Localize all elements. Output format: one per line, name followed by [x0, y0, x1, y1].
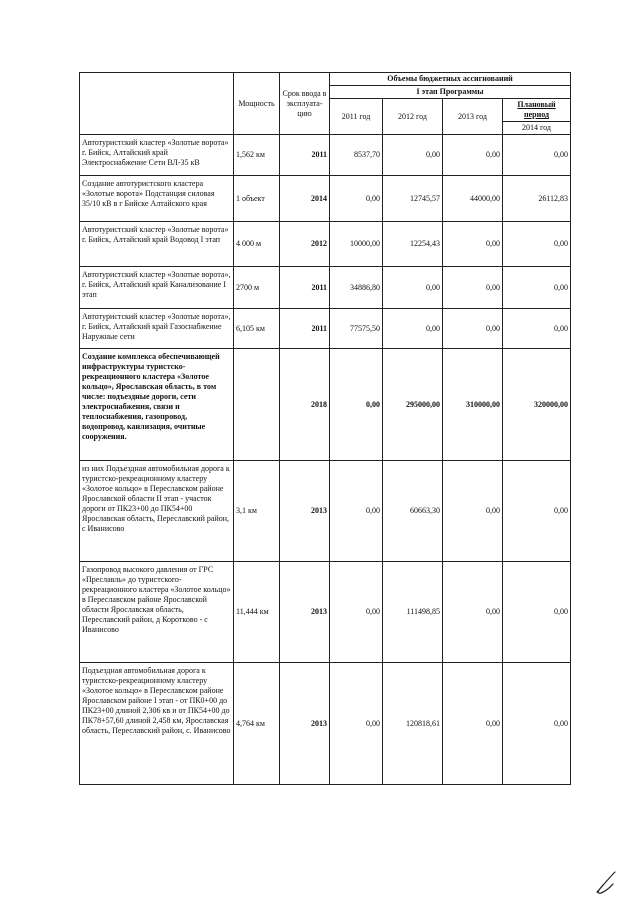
header-stage: I этап Программы [330, 86, 571, 99]
row-year: 2011 [280, 135, 330, 176]
budget-table [79, 72, 571, 785]
row-2012: 12745,57 [383, 176, 443, 222]
table-row [80, 562, 571, 663]
row-name: Автотуристский кластер «Золотые ворота», г. Бийск, Алтайский край Канализование I этап [80, 267, 234, 309]
row-year: 2012 [280, 222, 330, 267]
row-2014: 0,00 [503, 222, 571, 267]
table-row [80, 349, 571, 461]
row-2013: 0,00 [443, 222, 503, 267]
row-capacity: 1,562 км [234, 135, 280, 176]
row-2011: 77575,50 [330, 309, 383, 349]
row-2014: 320000,00 [503, 349, 571, 461]
row-name: Автотуристский кластер «Золотые ворота» г. Бийск, Алтайский край Электроснабжение Сети ВЛ-35 кВ [80, 135, 234, 176]
row-capacity: 2700 м [234, 267, 280, 309]
handwritten-signature [593, 868, 623, 896]
row-2013: 310000,00 [443, 349, 503, 461]
row-2012: 295000,00 [383, 349, 443, 461]
table-row [80, 461, 571, 562]
row-year: 2011 [280, 309, 330, 349]
row-2012: 120818,61 [383, 663, 443, 785]
row-2013: 0,00 [443, 461, 503, 562]
row-2011: 0,00 [330, 349, 383, 461]
row-2012: 12254,43 [383, 222, 443, 267]
row-2013: 44000,00 [443, 176, 503, 222]
row-2012: 0,00 [383, 135, 443, 176]
row-2012: 60663,30 [383, 461, 443, 562]
row-2013: 0,00 [443, 135, 503, 176]
row-2014: 26112,83 [503, 176, 571, 222]
table-row [80, 309, 571, 349]
row-name: Создание комплекса обеспечивающей инфраструктуры туристско-рекреационного кластера «Золотое кольцо», Ярославская область, в том числе: подъездные дороги, сети электроснабжения, связи и теплоснабжения, газопровод, водопровод, канлизация, очитные сооружения. [80, 349, 234, 461]
row-capacity: 4,764 км [234, 663, 280, 785]
row-name: Газопровод высокого давления от ГРС «Преславль» до туристского-рекреационного кластера «Золотое кольцо» в Переславском районе Ярославской области Ярославская область, Переславский район, д Коротково - с Иванисово [80, 562, 234, 663]
row-year: 2014 [280, 176, 330, 222]
row-2012: 0,00 [383, 267, 443, 309]
row-2011: 8537,70 [330, 135, 383, 176]
header-2012: 2012 год [383, 99, 443, 135]
row-2013: 0,00 [443, 267, 503, 309]
table-row [80, 267, 571, 309]
header-term: Срок ввода в эксплуата-цию [280, 73, 330, 135]
row-2014: 0,00 [503, 461, 571, 562]
row-name: Автотуристский кластер «Золотые ворота» г. Бийск, Алтайский край Водовод I этап [80, 222, 234, 267]
row-2014: 0,00 [503, 663, 571, 785]
row-name: Автотуристский кластер «Золотые ворота», г. Бийск, Алтайский край Газоснабжение Наружные сети [80, 309, 234, 349]
header-2013: 2013 год [443, 99, 503, 135]
header-budget: Объемы бюджетных ассигнований [330, 73, 571, 86]
table-row [80, 222, 571, 267]
header-2011: 2011 год [330, 99, 383, 135]
row-2011: 0,00 [330, 461, 383, 562]
table-row [80, 135, 571, 176]
row-2014: 0,00 [503, 562, 571, 663]
row-2013: 0,00 [443, 663, 503, 785]
row-2013: 0,00 [443, 562, 503, 663]
row-year: 2013 [280, 562, 330, 663]
header-capacity: Мощность [234, 73, 280, 135]
row-capacity: 1 объект [234, 176, 280, 222]
row-2011: 0,00 [330, 176, 383, 222]
row-year: 2011 [280, 267, 330, 309]
row-2014: 0,00 [503, 267, 571, 309]
row-2014: 0,00 [503, 135, 571, 176]
row-capacity: 4 000 м [234, 222, 280, 267]
header-planned: Плановый период [503, 99, 571, 122]
row-capacity: 6,105 км [234, 309, 280, 349]
row-2011: 10000,00 [330, 222, 383, 267]
row-name: Подъездная автомобильная дорога к туристско-рекреационному кластеру «Золотое кольцо» в Переславском районе Ярославском районе I этап - от ПК0+00 до ПК23+00 длиной 2,306 кв и от ПК54+00 до ПК78+57,60 длиной 2,458 км, Ярославская область, Переславский район, с. Иванисово [80, 663, 234, 785]
row-2013: 0,00 [443, 309, 503, 349]
row-capacity [234, 349, 280, 461]
row-name: Создание автотуристского кластера «Золотые ворота» Подстанция силовая 35/10 кВ в г Бийске Алтайского края [80, 176, 234, 222]
table-row [80, 663, 571, 785]
row-2011: 34886,80 [330, 267, 383, 309]
row-year: 2013 [280, 663, 330, 785]
row-2014: 0,00 [503, 309, 571, 349]
row-name: из них Подъездная автомобильная дорога к туристско-рекреационному кластеру «Золотое кольцо» в Переславском районе Ярославской области II этап - участок дороги от ПК23+00 до ПК54+00 Ярославская область, Переславский район, с Иванисово [80, 461, 234, 562]
row-capacity: 3,1 км [234, 461, 280, 562]
header-2014: 2014 год [503, 122, 571, 135]
row-year: 2018 [280, 349, 330, 461]
row-2011: 0,00 [330, 663, 383, 785]
row-year: 2013 [280, 461, 330, 562]
header-name-blank [80, 73, 234, 135]
row-2012: 0,00 [383, 309, 443, 349]
row-2011: 0,00 [330, 562, 383, 663]
row-2012: 111498,85 [383, 562, 443, 663]
row-capacity: 11,444 км [234, 562, 280, 663]
table-row [80, 176, 571, 222]
